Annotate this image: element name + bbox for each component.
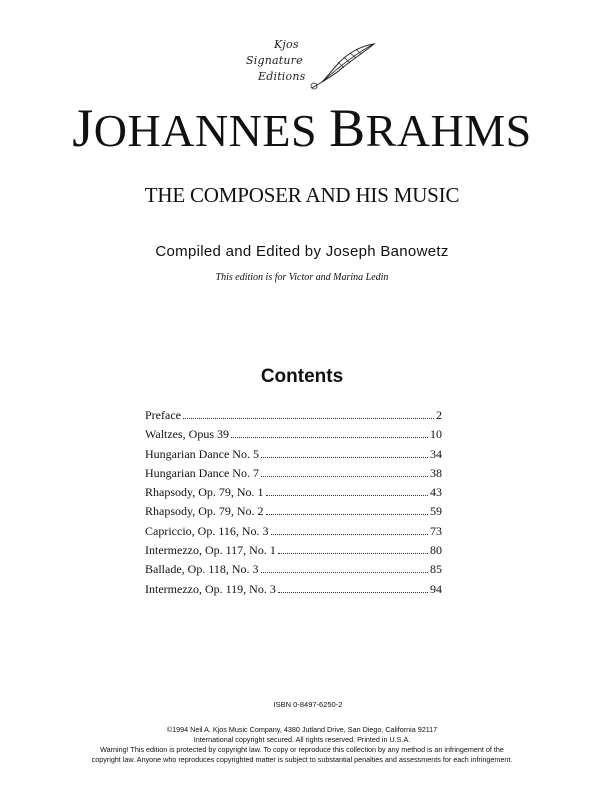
toc-entry-title: Ballade, Op. 118, No. 3: [145, 562, 259, 577]
warning-line: copyright law. Anyone who reproduces copyrighted matter is subject to substantial penalties and assessments for each infringement.: [91, 755, 513, 764]
table-of-contents: [145, 408, 442, 601]
warning-line: Warning! This edition is protected by copyright law. To copy or reproduce this collection by any method is an infringement of the: [100, 745, 504, 754]
toc-entry-page: 43: [430, 485, 442, 500]
toc-entry: [145, 524, 442, 543]
toc-entry: [145, 562, 442, 581]
toc-dot-leader: [261, 457, 428, 458]
title-first-initial: J: [72, 98, 94, 158]
toc-entry-title: Hungarian Dance No. 7: [145, 465, 259, 480]
toc-entry-page: 94: [430, 581, 442, 596]
toc-entry-title: Capriccio, Op. 116, No. 3: [145, 523, 269, 538]
toc-dot-leader: [278, 553, 428, 554]
toc-dot-leader: [261, 572, 428, 573]
copyright-line: ©1994 Neil A. Kjos Music Company, 4380 Jutland Drive, San Diego, California 92117: [166, 725, 438, 734]
toc-entry: [145, 408, 442, 427]
toc-dot-leader: [183, 418, 434, 419]
toc-entry-page: 38: [430, 465, 442, 480]
toc-entry-title: Rhapsody, Op. 79, No. 2: [145, 504, 264, 519]
dedication: This edition is for Victor and Marina Ledin: [215, 272, 389, 283]
toc-entry: [145, 427, 442, 446]
isbn: ISBN 0-8497-6250-2: [273, 700, 343, 709]
toc-dot-leader: [231, 437, 428, 438]
subtitle: THE COMPOSER AND HIS MUSIC: [144, 183, 460, 207]
toc-dot-leader: [261, 476, 428, 477]
title-first-rest: OHANNES: [93, 105, 318, 156]
contents-heading: Contents: [260, 366, 344, 387]
toc-entry-title: Preface: [145, 408, 181, 422]
title-last-initial: B: [329, 98, 366, 158]
toc-entry-page: 34: [430, 446, 442, 461]
toc-entry-title: Rhapsody, Op. 79, No. 1: [145, 485, 264, 500]
toc-dot-leader: [266, 495, 428, 496]
toc-entry: [145, 485, 442, 504]
title-last-rest: RAHMS: [365, 105, 532, 156]
copyright-line: International copyright secured. All rights reserved. Printed in U.S.A.: [193, 735, 411, 744]
composer-name-title: [0, 97, 604, 159]
toc-entry-page: 73: [430, 523, 442, 538]
toc-entry: [145, 582, 442, 601]
toc-entry: [145, 466, 442, 485]
toc-dot-leader: [266, 514, 428, 515]
toc-entry: [145, 504, 442, 523]
logo-line-editions: Editions: [258, 70, 306, 83]
toc-dot-leader: [271, 534, 428, 535]
toc-entry-title: Waltzes, Opus 39: [145, 427, 230, 442]
toc-entry-page: 10: [430, 427, 442, 442]
toc-entry-page: 80: [430, 543, 442, 558]
toc-entry-page: 2: [436, 408, 442, 422]
toc-entry-page: 85: [430, 562, 442, 577]
toc-entry-title: Intermezzo, Op. 119, No. 3: [145, 581, 276, 596]
toc-entry-title: Hungarian Dance No. 5: [145, 446, 259, 461]
copyright-notice: [30, 725, 574, 765]
quill-pen-icon: [308, 40, 378, 90]
logo-line-signature: Signature: [246, 54, 303, 67]
toc-dot-leader: [278, 592, 428, 593]
toc-entry-page: 59: [430, 504, 442, 519]
toc-entry-title: Intermezzo, Op. 117, No. 1: [145, 543, 276, 558]
toc-entry: [145, 543, 442, 562]
publisher-logo: [232, 36, 382, 96]
toc-entry: [145, 447, 442, 466]
editor-credit: Compiled and Edited by Joseph Banowetz: [155, 243, 449, 260]
logo-line-kjos: Kjos: [274, 38, 299, 51]
